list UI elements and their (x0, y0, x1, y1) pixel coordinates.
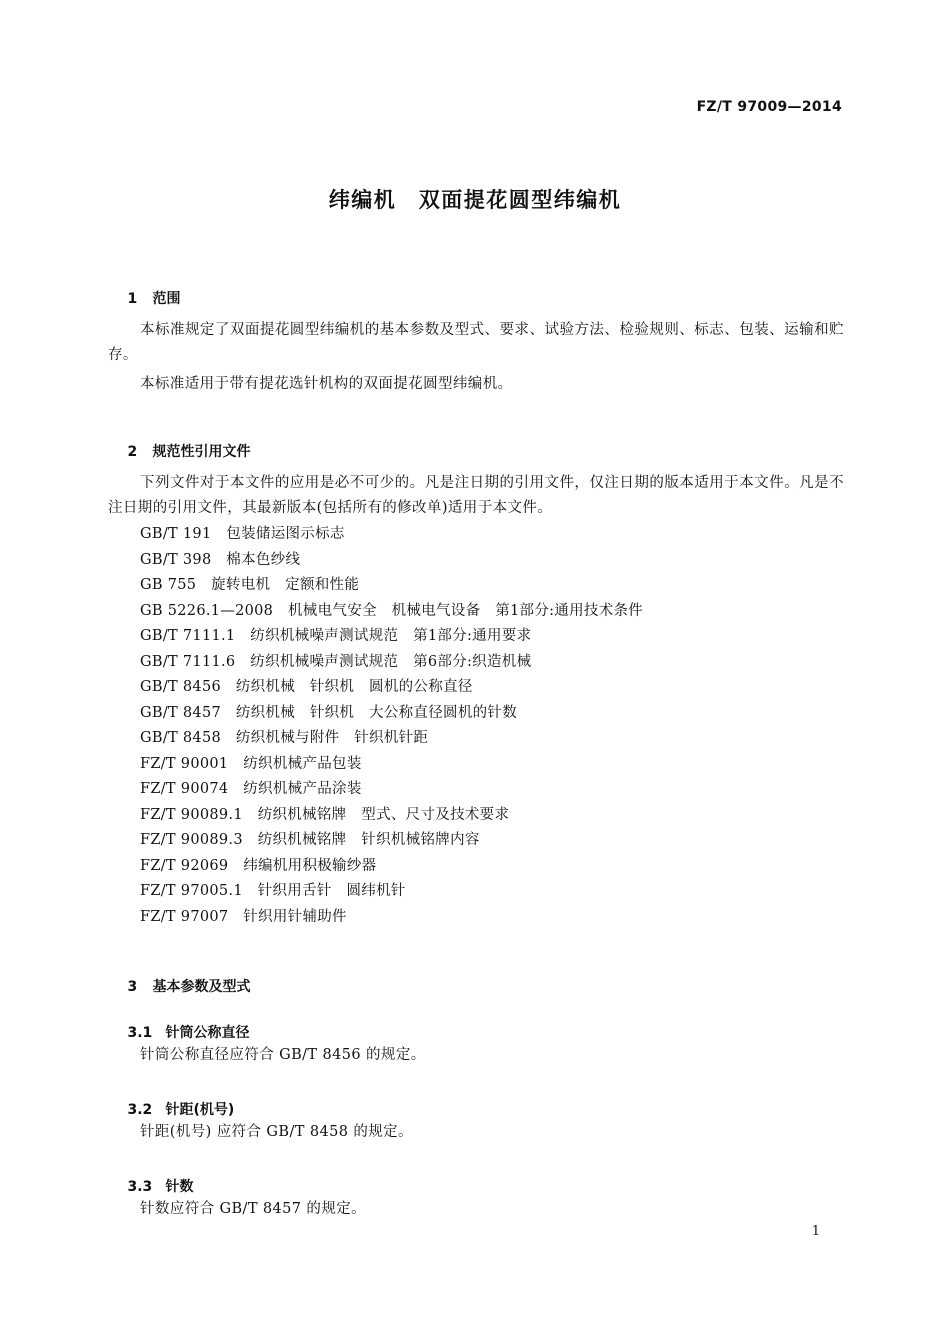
page-number: 1 (811, 1224, 820, 1239)
section-3-2-paragraph: 针距(机号) 应符合 GB/T 8458 的规定。 (140, 1124, 413, 1140)
section-title: 针距(机号) (165, 1102, 235, 1118)
reference-item: GB/T 8456 纺织机械 针织机 圆机的公称直径 (140, 679, 473, 695)
section-2-paragraph: 下列文件对于本文件的应用是必不可少的。凡是注日期的引用文件，仅注日期的版本适用于本文件。凡是不注日期的引用文件，其最新版本(包括所有的修改单)适用于本文件。 (108, 475, 844, 516)
section-3-3-paragraph: 针数应符合 GB/T 8457 的规定。 (140, 1201, 367, 1217)
section-number: 3.2 (127, 1102, 153, 1118)
section-title: 基本参数及型式 (152, 979, 251, 995)
reference-item: GB/T 7111.1 纺织机械噪声测试规范 第1部分:通用要求 (140, 628, 532, 644)
section-number: 3.3 (127, 1179, 153, 1195)
normative-references-list (140, 522, 643, 930)
reference-item: FZ/T 90089.3 纺织机械铭牌 针织机械铭牌内容 (140, 832, 480, 848)
section-number: 2 (127, 444, 138, 460)
section-title: 范围 (152, 291, 181, 307)
section-3-1-paragraph: 针筒公称直径应符合 GB/T 8456 的规定。 (140, 1047, 426, 1063)
reference-item: GB/T 8458 纺织机械与附件 针织机针距 (140, 730, 429, 746)
reference-item: GB/T 7111.6 纺织机械噪声测试规范 第6部分:织造机械 (140, 653, 532, 670)
section-1-heading (108, 272, 181, 324)
reference-item: GB 755 旋转电机 定额和性能 (140, 577, 360, 593)
document-title: 纬编机 双面提花圆型纬编机 (328, 188, 622, 212)
standard-code: FZ/T 97009—2014 (696, 99, 842, 115)
reference-item: GB 5226.1—2008 机械电气安全 机械电气设备 第1部分:通用技术条件 (140, 602, 644, 619)
section-number: 3.1 (127, 1025, 153, 1041)
reference-item: GB/T 398 棉本色纱线 (140, 551, 301, 568)
section-title: 规范性引用文件 (152, 444, 251, 460)
reference-item: FZ/T 90001 纺织机械产品包装 (140, 755, 362, 772)
section-3-heading (108, 960, 251, 1012)
section-1-paragraph-1: 本标准规定了双面提花圆型纬编机的基本参数及型式、要求、试验方法、检验规则、标志、包装、运输和贮存。 (108, 322, 844, 363)
reference-item: FZ/T 97007 针织用针辅助件 (140, 908, 347, 925)
section-number: 1 (127, 291, 138, 307)
section-1-paragraph-2: 本标准适用于带有提花选针机构的双面提花圆型纬编机。 (140, 376, 513, 392)
reference-item: FZ/T 90089.1 纺织机械铭牌 型式、尺寸及技术要求 (140, 806, 510, 823)
reference-item: GB/T 191 包装储运图示标志 (140, 526, 345, 542)
reference-item: FZ/T 92069 纬编机用积极输纱器 (140, 857, 377, 874)
reference-item: FZ/T 90074 纺织机械产品涂装 (140, 781, 362, 797)
section-title: 针数 (165, 1179, 194, 1195)
reference-item: FZ/T 97005.1 针织用舌针 圆纬机针 (140, 883, 406, 899)
reference-item: GB/T 8457 纺织机械 针织机 大公称直径圆机的针数 (140, 704, 518, 721)
section-title: 针筒公称直径 (165, 1025, 250, 1041)
section-number: 3 (127, 979, 138, 995)
section-2-heading (108, 425, 251, 477)
